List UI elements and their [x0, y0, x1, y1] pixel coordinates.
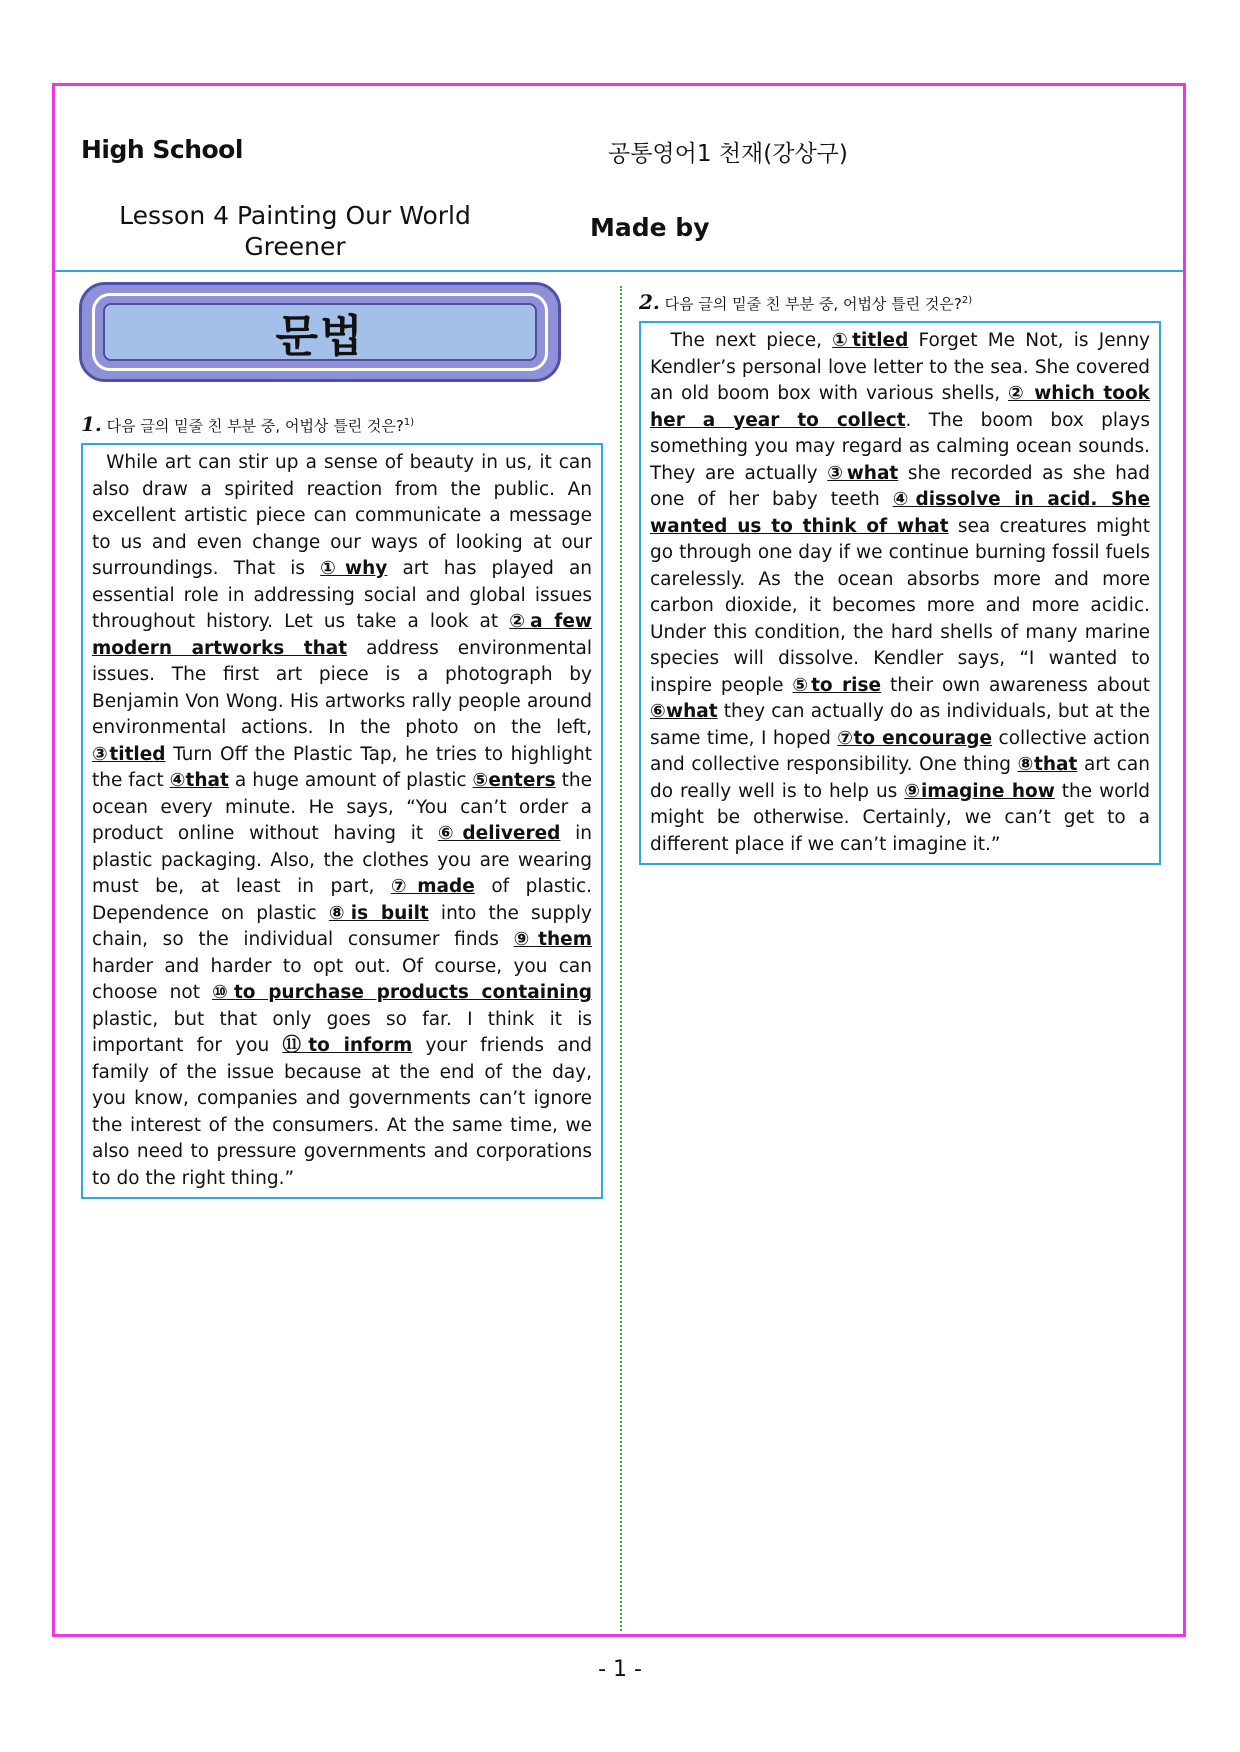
underlined-choice: ⑨imagine how — [904, 780, 1055, 802]
underlined-choice: ④that — [169, 770, 229, 791]
passage-text: plastic, but that only goes so far. I think it is important for you — [92, 1008, 592, 1056]
underlined-choice: ⑦to encourage — [837, 727, 993, 749]
passage-text: harder and harder to opt out. Of course, you can choose not — [92, 955, 592, 1003]
column-divider — [620, 286, 622, 1631]
passage-text: collective action and collective responsibility. One thing — [650, 727, 1150, 775]
underlined-choice: ② which took her a year to collect — [650, 383, 1150, 431]
passage-text: art can do really well is to help us — [650, 754, 1150, 802]
section-title: 문법 — [275, 311, 365, 362]
passage-text: your friends and family of the issue because at the end of the day, you know, companies and governments can’t ignore the interest of the consumers. At the same time, we also need to pressure governments and corporations to do the right thing.” — [92, 1035, 592, 1189]
passage-text: into the supply chain, so the individual consumer finds — [92, 902, 592, 950]
underlined-choice: ⑧is built — [328, 902, 429, 924]
lesson-title: Lesson 4 Painting Our World Greener — [119, 201, 471, 261]
underlined-choice: ①why — [320, 558, 388, 579]
underlined-choice: ⑩to purchase products containing — [212, 982, 592, 1003]
underlined-choice: ⑤enters — [472, 770, 556, 791]
worksheet-header — [55, 86, 1183, 272]
underlined-choice: ⑥what — [650, 701, 718, 722]
underlined-choice: ④dissolve in acid. She wanted us to think of what — [650, 489, 1150, 537]
underlined-choice: ⑪to inform — [282, 1035, 413, 1056]
underlined-choice: ⑦made — [390, 876, 475, 897]
textbook-label: 공통영어1 천재(강상구) — [608, 141, 848, 167]
made-by-label: Made by — [590, 213, 710, 242]
passage-text: in plastic packaging. Also, the clothes you are wearing must be, at least in part, — [92, 823, 593, 897]
question-2-prompt: 2. 다음 글의 밑줄 친 부분 중, 어법상 틀린 것은?$^{2)}$ — [639, 290, 973, 314]
passage-text: art has played an essential role in addressing social and global issues throughout history. Let us take a look at — [92, 558, 593, 632]
underlined-choice: ③what — [827, 462, 899, 484]
passage-text: address environmental issues. The first art piece is a photograph by Benjamin Von Wong. His artworks rally people around environmental actions. In the photo on the left, — [92, 637, 592, 738]
underlined-choice: ⑧that — [1017, 754, 1078, 775]
page-frame — [52, 83, 1186, 1637]
passage-text: Forget Me Not, is Jenny Kendler’s personal love letter to the sea. She covered an old boom box with various shells, — [650, 330, 1151, 404]
passage-text: Turn Off the Plastic Tap, he tries to highlight the fact — [92, 743, 592, 791]
underlined-choice: ①titled — [832, 330, 909, 351]
underlined-choice: ③titled — [92, 743, 166, 765]
question-1-passage — [81, 443, 603, 1199]
school-label: High School — [81, 135, 243, 164]
passage-text: the world might be otherwise. Certainly, we can’t get to a different place if we can’t imagine it.” — [650, 780, 1151, 855]
passage-text: they can actually do as individuals, but at the same time, I hoped — [650, 701, 1150, 749]
passage-text: of plastic. Dependence on plastic — [92, 876, 592, 924]
underlined-choice: ⑨them — [513, 929, 592, 950]
passage-text: sea creatures might go through one day if we continue burning fossil fuels carelessly. As the ocean absorbs more and more carbon dioxide, it becomes more and more acidic. Under this condition, the hard shells of many marine species will dissolve. Kendler says, “I wanted to inspire people — [650, 515, 1150, 696]
underlined-choice: ②a few modern artworks that — [92, 611, 592, 659]
underlined-choice: ⑤to rise — [792, 674, 882, 696]
page-number: - 1 - — [598, 1657, 642, 1682]
question-1-prompt: 1. 다음 글의 밑줄 친 부분 중, 어법상 틀린 것은?$^{1)}$ — [81, 412, 415, 436]
passage-text: their own awareness about — [881, 674, 1151, 696]
underlined-choice: ⑥delivered — [437, 823, 561, 844]
passage-text: the ocean every minute. He says, “You can’t order a product online without having it — [92, 770, 592, 844]
section-banner — [79, 282, 561, 382]
passage-text: . The boom box plays something you may regard as calming ocean sounds. They are actually — [650, 409, 1150, 484]
passage-text: she recorded as she had one of her baby teeth — [650, 462, 1150, 510]
passage-text: The next piece, — [670, 330, 833, 351]
passage-text: While art can stir up a sense of beauty in us, it can also draw a spirited reaction from the public. An excellent artistic piece can communicate a message to us and even change our ways of looking at our surroundings. That is — [92, 452, 592, 579]
passage-text: a huge amount of plastic — [228, 770, 473, 791]
question-2-passage — [639, 321, 1161, 865]
